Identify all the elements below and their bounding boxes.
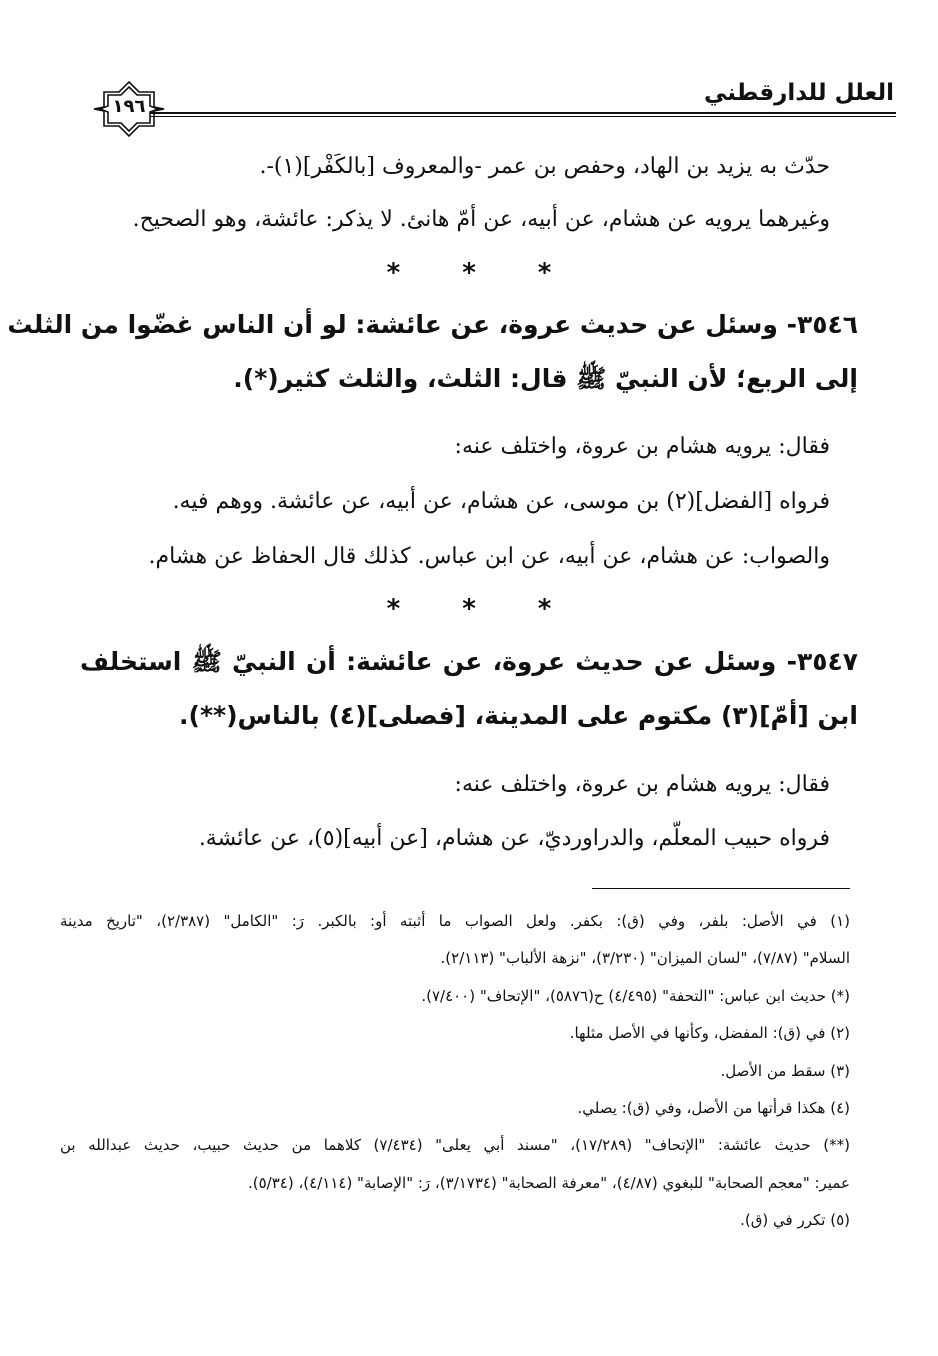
- section-separator-stars: ***: [386, 594, 614, 624]
- footnote-5: (٥) تكرر في (ق).: [740, 1211, 850, 1229]
- footnote-4: (٤) هكذا قرأتها من الأصل، وفي (ق): يصلي.: [577, 1099, 850, 1117]
- page-number-badge: [92, 80, 166, 138]
- entry-heading-3547-cont: ابن [أمّ](٣) مكتوم على المدينة، [فصلى](٤) بالناس(**).: [179, 701, 858, 730]
- text-line: فرواه [الفضل](٢) بن موسى، عن هشام، عن أبيه، عن عائشة. ووهم فيه.: [172, 489, 830, 514]
- footnote-1-cont: السلام" (٧/٨٧)، "لسان الميزان" (٣/٢٣٠)، "نزهة الألباب" (٢/١١٣).: [440, 949, 850, 967]
- footnote-1: (١) في الأصل: بلفر، وفي (ق): بكفر. ولعل الصواب ما أثبته أو: بالكبر. رَ: "الكامل" (٢/٣٨٧)، "تاريخ مدينة: [60, 912, 850, 930]
- text-line: حدّث به يزيد بن الهاد، وحفص بن عمر -والمعروف [بالكَفْر](١)-.: [259, 154, 830, 179]
- footnote-star: (*) حديث ابن عباس: "التحفة" (٤/٤٩٥) ح(٥٨٧٦)، "الإتحاف" (٧/٤٠٠).: [421, 987, 850, 1005]
- footnote-double-star: (**) حديث عائشة: "الإتحاف" (١٧/٢٨٩)، "مسند أبي يعلى" (٧/٤٣٤) كلاهما من حديث حبيب، حديث عبدالله بن: [60, 1136, 850, 1154]
- text-line: فقال: يرويه هشام بن عروة، واختلف عنه:: [454, 434, 830, 459]
- book-title: العلل للدارقطني: [704, 80, 894, 106]
- text-line: فرواه حبيب المعلّم، والدراورديّ، عن هشام، [عن أبيه](٥)، عن عائشة.: [198, 826, 830, 851]
- header-rule: [150, 112, 896, 117]
- footnote-double-star-cont: عمير: "معجم الصحابة" للبغوي (٤/٨٧)، "معرفة الصحابة" (٣/١٧٣٤)، رَ: "الإصابة" (٤/١١٤)، (٥/٣٤).: [247, 1174, 850, 1192]
- footnote-separator: [592, 888, 850, 889]
- text-line: وغيرهما يرويه عن هشام، عن أبيه، عن أمّ هانئ. لا يذكر: عائشة، وهو الصحيح.: [132, 207, 830, 232]
- text-line: والصواب: عن هشام، عن أبيه، عن ابن عباس. كذلك قال الحفاظ عن هشام.: [148, 544, 830, 569]
- page-number: ١٩٦: [112, 96, 146, 117]
- section-separator-stars: ***: [386, 258, 614, 288]
- entry-heading-3546: ٣٥٤٦- وسئل عن حديث عروة، عن عائشة: لو أن الناس غضّوا من الثلث: [7, 310, 858, 339]
- entry-heading-3547: ٣٥٤٧- وسئل عن حديث عروة، عن عائشة: أن النبيّ ﷺ استخلف: [80, 647, 858, 676]
- text-line: فقال: يرويه هشام بن عروة، واختلف عنه:: [454, 772, 830, 797]
- footnote-3: (٣) سقط من الأصل.: [720, 1062, 850, 1080]
- entry-heading-3546-cont: إلى الربع؛ لأن النبيّ ﷺ قال: الثلث، والثلث كثير(*).: [233, 364, 858, 393]
- footnote-2: (٢) في (ق): المفضل، وكأنها في الأصل مثلها.: [569, 1024, 850, 1042]
